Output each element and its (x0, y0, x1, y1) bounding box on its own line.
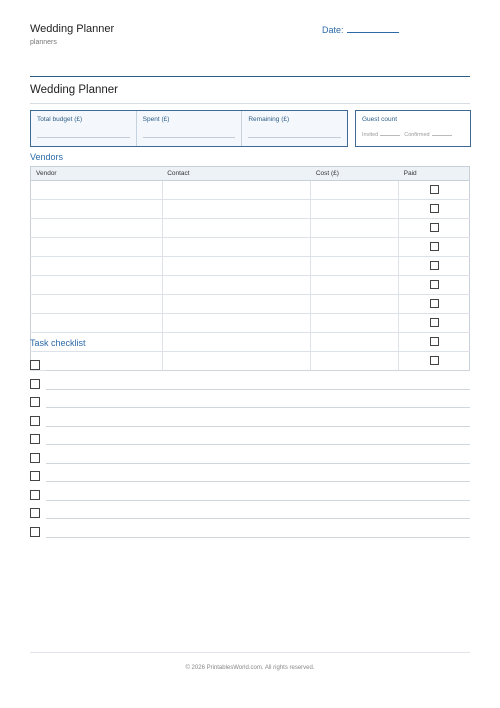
paid-cell (399, 276, 470, 295)
task-checkbox[interactable] (30, 527, 40, 537)
date-field[interactable] (322, 25, 399, 35)
list-item (30, 525, 470, 544)
list-item (30, 432, 470, 451)
task-checklist-title: Task checklist (30, 338, 86, 348)
task-line[interactable] (46, 500, 470, 501)
contact-cell[interactable] (162, 276, 311, 295)
vendor-cell[interactable] (31, 219, 163, 238)
contact-cell[interactable] (162, 181, 311, 200)
column-header-cost: Cost (£) (311, 167, 399, 181)
paid-checkbox[interactable] (430, 185, 439, 194)
task-line[interactable] (46, 518, 470, 519)
spent-line[interactable] (143, 137, 236, 138)
list-item (30, 469, 470, 488)
task-checkbox[interactable] (30, 508, 40, 518)
contact-cell[interactable] (162, 295, 311, 314)
vendor-cell[interactable] (31, 257, 163, 276)
table-row (31, 219, 470, 238)
list-item (30, 488, 470, 507)
table-row (31, 276, 470, 295)
remaining-line[interactable] (248, 137, 341, 138)
paid-cell (399, 238, 470, 257)
contact-cell[interactable] (162, 200, 311, 219)
cost-cell[interactable] (311, 257, 399, 276)
task-checkbox[interactable] (30, 434, 40, 444)
copyright-footer: © 2026 PrintablesWorld.com. All rights reserved. (185, 665, 315, 671)
remaining-label: Remaining (£) (248, 116, 290, 123)
task-line[interactable] (46, 463, 470, 464)
invited-label: Invited (362, 132, 379, 138)
guest-count-row (362, 132, 456, 138)
paid-checkbox[interactable] (430, 261, 439, 270)
list-item (30, 377, 470, 396)
spent-label: Spent (£) (142, 116, 170, 123)
paid-cell (399, 314, 470, 333)
list-item (30, 506, 470, 525)
task-checklist (30, 358, 470, 543)
total-budget-line[interactable] (37, 137, 130, 138)
table-row (31, 238, 470, 257)
page-heading: Wedding Planner (30, 84, 119, 96)
task-line[interactable] (46, 444, 470, 445)
task-line[interactable] (46, 370, 470, 371)
document-category: planners (30, 39, 57, 46)
paid-checkbox[interactable] (430, 299, 439, 308)
task-line[interactable] (46, 426, 470, 427)
cost-cell[interactable] (311, 314, 399, 333)
cost-cell[interactable] (311, 333, 399, 352)
task-checkbox[interactable] (30, 453, 40, 463)
paid-checkbox[interactable] (430, 337, 439, 346)
paid-checkbox[interactable] (430, 280, 439, 289)
task-checkbox[interactable] (30, 379, 40, 389)
vendor-cell[interactable] (31, 276, 163, 295)
task-line[interactable] (46, 537, 470, 538)
task-checkbox[interactable] (30, 416, 40, 426)
table-row (31, 333, 470, 352)
remaining-field[interactable] (242, 111, 347, 146)
contact-cell[interactable] (162, 314, 311, 333)
vendor-cell[interactable] (31, 181, 163, 200)
table-row (31, 181, 470, 200)
paid-cell (399, 257, 470, 276)
guest-count-box (355, 110, 471, 147)
task-checkbox[interactable] (30, 490, 40, 500)
paid-checkbox[interactable] (430, 223, 439, 232)
paid-cell (399, 295, 470, 314)
date-label: Date: (322, 25, 344, 35)
task-line[interactable] (46, 407, 470, 408)
footer-divider (30, 652, 470, 653)
list-item (30, 451, 470, 470)
table-row (31, 295, 470, 314)
paid-cell (399, 200, 470, 219)
task-line[interactable] (46, 389, 470, 390)
column-header-paid: Paid (399, 167, 470, 181)
heading-divider (30, 103, 470, 104)
task-checkbox[interactable] (30, 360, 40, 370)
paid-cell (399, 181, 470, 200)
cost-cell[interactable] (311, 219, 399, 238)
vendors-table-body (31, 181, 470, 371)
table-row (31, 200, 470, 219)
paid-checkbox[interactable] (430, 242, 439, 251)
list-item (30, 395, 470, 414)
paid-cell (399, 219, 470, 238)
paid-cell (399, 333, 470, 352)
contact-cell[interactable] (162, 219, 311, 238)
list-item (30, 414, 470, 433)
contact-cell[interactable] (162, 257, 311, 276)
date-line[interactable] (347, 25, 399, 33)
vendor-cell[interactable] (31, 238, 163, 257)
column-header-vendor: Vendor (31, 167, 163, 181)
total-budget-label: Total budget (£) (37, 116, 83, 123)
total-budget-field[interactable] (31, 111, 137, 146)
cost-cell[interactable] (311, 200, 399, 219)
cost-cell[interactable] (311, 238, 399, 257)
vendors-header-row (31, 167, 470, 181)
cost-cell[interactable] (311, 295, 399, 314)
contact-cell[interactable] (162, 238, 311, 257)
confirmed-label: Confirmed (404, 132, 430, 138)
column-header-contact: Contact (162, 167, 311, 181)
table-row (31, 314, 470, 333)
cost-cell[interactable] (311, 181, 399, 200)
task-checkbox[interactable] (30, 471, 40, 481)
vendors-table (30, 166, 470, 371)
budget-box (30, 110, 348, 147)
confirmed-line[interactable] (432, 135, 452, 136)
vendor-cell[interactable] (31, 295, 163, 314)
vendor-cell[interactable] (31, 314, 163, 333)
contact-cell[interactable] (162, 333, 311, 352)
vendors-title: Vendors (30, 152, 64, 162)
task-line[interactable] (46, 481, 470, 482)
guest-count-label: Guest count (362, 116, 398, 123)
list-item (30, 358, 470, 377)
paid-checkbox[interactable] (430, 204, 439, 213)
vendor-cell[interactable] (31, 200, 163, 219)
header-divider (30, 76, 470, 77)
spent-field[interactable] (137, 111, 243, 146)
table-row (31, 257, 470, 276)
paid-checkbox[interactable] (430, 318, 439, 327)
invited-line[interactable] (380, 135, 400, 136)
task-checkbox[interactable] (30, 397, 40, 407)
document-title: Wedding Planner (30, 23, 115, 35)
cost-cell[interactable] (311, 276, 399, 295)
